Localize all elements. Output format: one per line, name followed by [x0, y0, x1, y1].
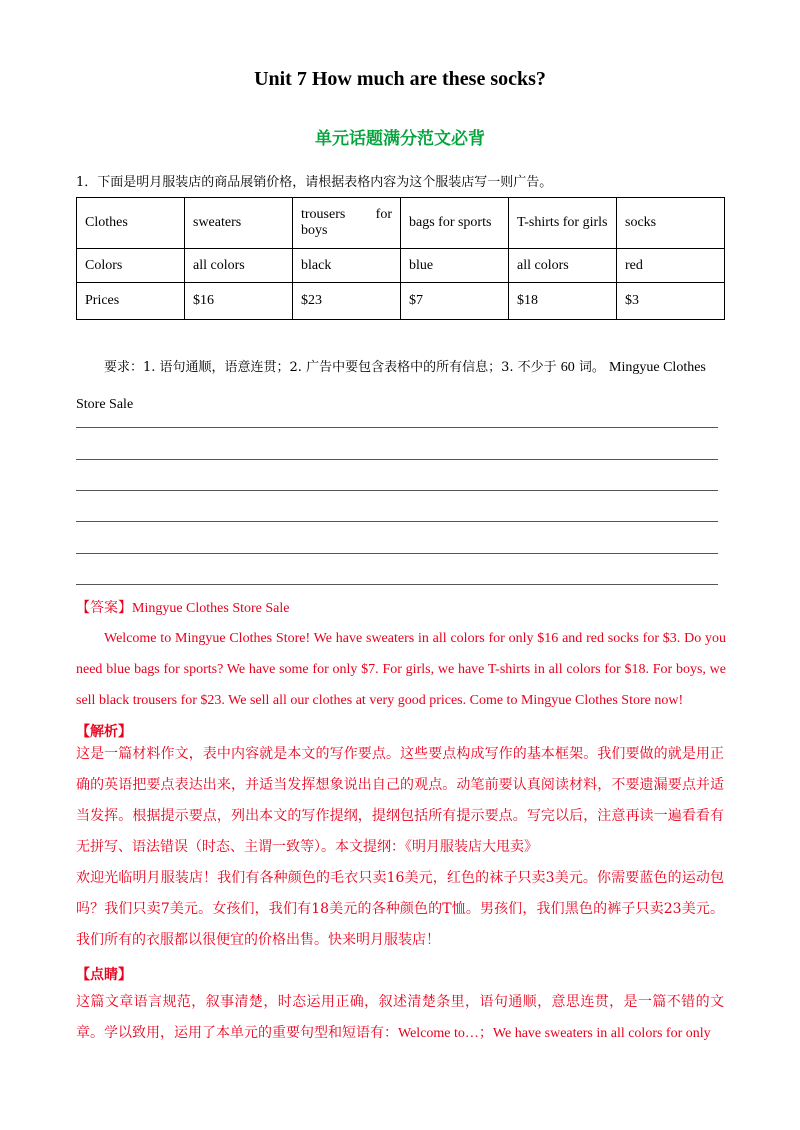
price-table: [76, 197, 725, 320]
table-cell: $7: [401, 283, 509, 320]
writing-line[interactable]: [76, 459, 718, 460]
requirements-prefix: 要求：1. 语句通顺，语意连贯；2. 广告中要包含表格中的所有信息；3. 不少于: [104, 360, 557, 375]
comment-text: [76, 987, 724, 1049]
answer-title: Mingyue Clothes Store Sale: [132, 601, 290, 616]
table-cell: $3: [617, 283, 725, 320]
table-cell: all colors: [185, 249, 293, 283]
table-row: [77, 283, 725, 320]
table-cell: T-shirts for girls: [509, 198, 617, 249]
requirements-text: [76, 349, 724, 423]
requirements-word-count: 60: [560, 360, 575, 375]
requirements-suffix: 词。: [578, 360, 605, 375]
writing-line[interactable]: [76, 584, 718, 585]
table-cell: blue: [401, 249, 509, 283]
answer-heading: [76, 597, 290, 617]
table-cell: all colors: [509, 249, 617, 283]
comment-text-cn: 这篇文章语言规范，叙事清楚，时态运用正确，叙述清楚条里，语句通顺，意思连贯，是一篇不错的文章。学以致用，运用了本单元的重要句型和短语有：: [76, 994, 724, 1041]
comment-text-en: Welcome to…；We have sweaters in all colors for only: [398, 1026, 711, 1041]
table-cell: $16: [185, 283, 293, 320]
table-cell: Prices: [77, 283, 185, 320]
writing-line[interactable]: [76, 553, 718, 554]
table-cell: $23: [293, 283, 401, 320]
analysis-text: 这是一篇材料作文，表中内容就是本文的写作要点。这些要点构成写作的基本框架。我们要做的就是用正确的英语把要点表达出来，并适当发挥想象说出自己的观点。动笔前要认真阅读材料，不要遗漏要点并适当发挥。根据提示要点，列出本文的写作提纲，提纲包括所有提示要点。写完以后，注意再读一遍看看有无拼写、语法错误（时态、主谓一致等）。本文提纲：《明月服装店大甩卖》: [76, 746, 724, 855]
table-cell: red: [617, 249, 725, 283]
writing-line[interactable]: [76, 490, 718, 491]
answer-label: 【答案】: [76, 600, 132, 616]
question-prompt: 1．下面是明月服装店的商品展销价格，请根据表格内容为这个服装店写一则广告。: [76, 175, 553, 190]
table-cell: Colors: [77, 249, 185, 283]
table-cell: Clothes: [77, 198, 185, 249]
analysis-label: 【解析】: [76, 724, 132, 740]
table-cell: bags for sports: [401, 198, 509, 249]
analysis-translation: 欢迎光临明月服装店！我们有各种颜色的毛衣只卖16美元，红色的袜子只卖3美元。你需要蓝色的运动包吗？我们只卖7美元。女孩们，我们有18美元的各种颜色的T恤。男孩们，我们黑色的裤子只卖23美元。我们所有的衣服都以很便宜的价格出售。快来明月服装店！: [76, 870, 724, 948]
table-cell: sweaters: [185, 198, 293, 249]
page-subtitle: 单元话题满分范文必背: [315, 129, 485, 149]
answer-body: Welcome to Mingyue Clothes Store! We have sweaters in all colors for only $16 and red socks for $3. Do you need blue bags for sports? We have some for only $7. For girls, we have T-shirts in all colors for $18. For boys, we sell black trousers for $23. We sell all our clothes at very good prices. Come to Mingyue Clothes Store now!: [76, 631, 726, 708]
writing-line[interactable]: [76, 521, 718, 522]
table-cell: $18: [509, 283, 617, 320]
table-cell: socks: [617, 198, 725, 249]
page-title: Unit 7 How much are these socks?: [254, 68, 546, 90]
table-row: [77, 249, 725, 283]
table-row: [77, 198, 725, 249]
requirements-store-title: Mingyue Clothes Store Sale: [76, 360, 706, 412]
writing-line[interactable]: [76, 427, 718, 428]
table-cell: trousers for boys: [293, 198, 401, 249]
table-cell: black: [293, 249, 401, 283]
comment-label: 【点睛】: [76, 967, 132, 983]
